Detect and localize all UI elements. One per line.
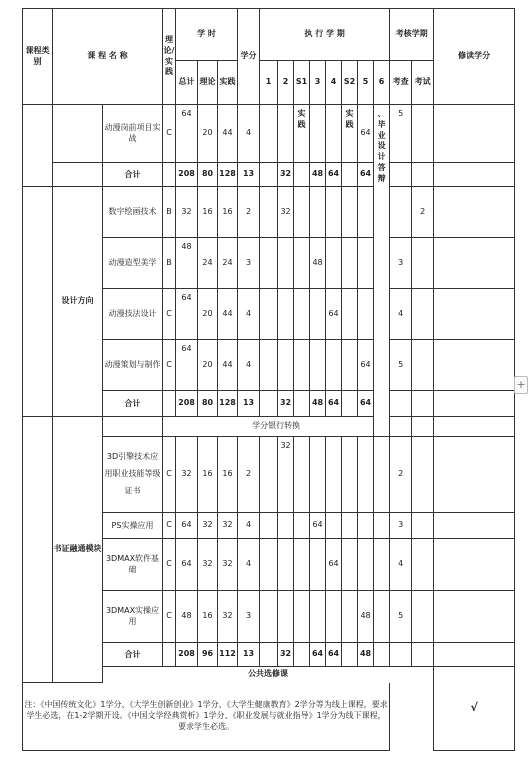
exam-test-cell (412, 163, 434, 187)
exam-check: 5 (390, 340, 412, 391)
elective-cell (434, 591, 515, 643)
hours-practice: 44 (218, 289, 238, 340)
design-direction-label: 设计方向 (53, 187, 103, 417)
sem-s1-cell (294, 437, 310, 513)
exam-check: 5 (390, 105, 412, 163)
exam-test-cell (412, 105, 434, 163)
sem-2-hours: 32 (278, 163, 294, 187)
sem-4-hours: 64 (326, 391, 342, 417)
hours-total: 64 (176, 105, 198, 163)
sem-4-hours: 64 (326, 289, 342, 340)
table-row (23, 187, 515, 238)
course-type: C (163, 340, 176, 391)
sem-4-cell (326, 340, 342, 391)
elective-cell (434, 643, 515, 667)
exam-check: 4 (390, 289, 412, 340)
header-total: 总计 (176, 61, 198, 105)
sem-6-cell (374, 643, 390, 667)
sem-3-cell (310, 437, 326, 513)
public-elective-title: 公共选修课 (103, 667, 434, 683)
sem-4-cell (326, 591, 342, 643)
course-name: PS实操应用 (103, 513, 163, 539)
hours-total: 208 (176, 163, 198, 187)
sem-1-cell (260, 513, 278, 539)
table-row (23, 105, 515, 163)
category-cell-empty (23, 105, 53, 187)
header-theory-practice: 理论/实践 (163, 9, 176, 105)
hours-theory: 80 (198, 391, 218, 417)
course-type: C (163, 437, 176, 513)
sem-s1-cell (294, 289, 310, 340)
exam-test-cell (412, 238, 434, 289)
sem-s1-cell (294, 163, 310, 187)
header-theory: 理论 (198, 61, 218, 105)
subtotal-label: 合计 (103, 391, 163, 417)
sem-2-cell (278, 539, 294, 591)
sem-5-cell (358, 437, 374, 513)
credits: 4 (238, 340, 260, 391)
hours-total: 32 (176, 187, 198, 238)
course-name: 动漫策划与制作 (103, 340, 163, 391)
sem-2-cell (278, 513, 294, 539)
elective-cell (434, 238, 515, 289)
sem-1-cell (260, 238, 278, 289)
exam-test-cell (412, 391, 434, 417)
sem-5-hours: 64 (358, 340, 374, 391)
course-type: C (163, 105, 176, 163)
sem-1-cell (260, 591, 278, 643)
sem-5-cell (358, 539, 374, 591)
elective-cell (434, 289, 515, 340)
hours-practice: 44 (218, 340, 238, 391)
public-elective-check: √ (434, 667, 515, 751)
hours-theory: 20 (198, 340, 218, 391)
hours-total: 32 (176, 437, 198, 513)
sem-s1-cell (294, 187, 310, 238)
sem-3-cell (310, 591, 326, 643)
sem-s1-practice: 实践 (294, 105, 310, 163)
hours-practice: 32 (218, 513, 238, 539)
sem-s2-cell (342, 539, 358, 591)
sem-1-cell (260, 187, 278, 238)
exam-check (390, 417, 412, 437)
hours-theory: 80 (198, 163, 218, 187)
exam-test-cell (412, 437, 434, 513)
hours-total: 48 (176, 238, 198, 289)
sem-1-cell (260, 289, 278, 340)
credits: 3 (238, 238, 260, 289)
hours-practice: 32 (218, 539, 238, 591)
elective-cell (434, 437, 515, 513)
course-type: C (163, 513, 176, 539)
hours-total: 64 (176, 539, 198, 591)
sem-s2-cell (342, 437, 358, 513)
course-type: C (163, 591, 176, 643)
header-sem-3: 3 (310, 61, 326, 105)
sem-4-cell (326, 513, 342, 539)
hours-theory: 24 (198, 238, 218, 289)
exam-check: 4 (390, 539, 412, 591)
elective-cell (434, 539, 515, 591)
sem-s1-cell (294, 513, 310, 539)
hours-theory: 16 (198, 591, 218, 643)
sem-1-cell (260, 340, 278, 391)
sem-1-cell (260, 437, 278, 513)
category-cell-empty (23, 417, 53, 683)
hours-theory: 32 (198, 539, 218, 591)
sem-1-cell (260, 105, 278, 163)
hours-total: 208 (176, 643, 198, 667)
credits: 2 (238, 187, 260, 238)
sem-s2-cell (342, 187, 358, 238)
hours-practice: 16 (218, 187, 238, 238)
header-category: 课程类别 (23, 9, 53, 105)
sem-s1-cell (294, 591, 310, 643)
header-exam-check: 考查 (390, 61, 412, 105)
exam-check: 3 (390, 513, 412, 539)
hours-total: 64 (176, 289, 198, 340)
exam-check (390, 391, 412, 417)
course-name: 3DMAX软件基础 (103, 539, 163, 591)
hours-total: 64 (176, 340, 198, 391)
sem-4-cell (326, 187, 342, 238)
sem-1-cell (260, 391, 278, 417)
course-type (163, 163, 176, 187)
header-sem-4: 4 (326, 61, 342, 105)
sem-s1-cell (294, 643, 310, 667)
hours-theory: 16 (198, 187, 218, 238)
sem-5-cell (358, 289, 374, 340)
course-name: 3DMAX实操应用 (103, 591, 163, 643)
sem-3-hours: 48 (310, 391, 326, 417)
hours-practice: 128 (218, 391, 238, 417)
sem-4-hours: 64 (326, 643, 342, 667)
course-name: 动漫技法设计 (103, 289, 163, 340)
sem-5-hours: 64 (358, 105, 374, 163)
hours-practice: 128 (218, 163, 238, 187)
elective-cell (434, 417, 515, 437)
credits: 4 (238, 289, 260, 340)
sem-5-hours: 48 (358, 591, 374, 643)
sem-s2-cell (342, 591, 358, 643)
sem-6-cell (374, 513, 390, 539)
hours-theory: 16 (198, 437, 218, 513)
elective-cell (434, 391, 515, 417)
sem-3-hours: 64 (310, 513, 326, 539)
exam-test-cell (412, 340, 434, 391)
subtotal-label: 合计 (103, 643, 163, 667)
curriculum-table (22, 8, 515, 751)
hours-total: 208 (176, 391, 198, 417)
course-name: 数字绘画技术 (103, 187, 163, 238)
hours-practice: 24 (218, 238, 238, 289)
sem-4-cell (326, 437, 342, 513)
sem-2-hours: 32 (278, 643, 294, 667)
sem-1-cell (260, 539, 278, 591)
sem-6-cell (374, 591, 390, 643)
cert-module-label: 书证融通模块 (53, 417, 103, 683)
exam-test-cell (412, 513, 434, 539)
credits: 4 (238, 105, 260, 163)
credits: 13 (238, 643, 260, 667)
sem-3-cell (310, 187, 326, 238)
header-sem-1: 1 (260, 61, 278, 105)
course-name: 3D引擎技术应用职业技能等级证书 (103, 437, 163, 513)
subtotal-label: 合计 (103, 163, 163, 187)
sem-5-hours: 64 (358, 391, 374, 417)
exam-test: 2 (412, 187, 434, 238)
sem-5-cell (358, 187, 374, 238)
sem-s2-cell (342, 643, 358, 667)
sem-1-cell (260, 643, 278, 667)
sem-3-cell (310, 539, 326, 591)
credits: 13 (238, 391, 260, 417)
sem-s2-cell (342, 340, 358, 391)
sem-5-hours: 48 (358, 643, 374, 667)
hours-practice: 16 (218, 437, 238, 513)
sem-5-hours: 64 (358, 163, 374, 187)
header-sem-5: 5 (358, 61, 374, 105)
exam-check: 3 (390, 238, 412, 289)
header-semester: 执 行 学 期 (260, 9, 390, 61)
sem-6-cell (374, 539, 390, 591)
hours-theory: 20 (198, 289, 218, 340)
course-type: C (163, 289, 176, 340)
sem-s2-cell (342, 391, 358, 417)
subcategory-cell-empty (53, 163, 103, 187)
sem-s1-cell (294, 539, 310, 591)
header-practice: 实践 (218, 61, 238, 105)
header-exam-test: 考试 (412, 61, 434, 105)
hours-practice: 32 (218, 591, 238, 643)
sem-3-cell (310, 289, 326, 340)
course-type: C (163, 539, 176, 591)
credits: 13 (238, 163, 260, 187)
sem-s1-cell (294, 238, 310, 289)
curriculum-page (22, 8, 514, 760)
sem-4-hours: 64 (326, 539, 342, 591)
header-assessment: 考核学期 (390, 9, 434, 61)
table-row (23, 163, 515, 187)
hours-theory: 96 (198, 643, 218, 667)
credits: 4 (238, 513, 260, 539)
hours-theory: 20 (198, 105, 218, 163)
exam-test-cell (412, 591, 434, 643)
hours-total: 64 (176, 513, 198, 539)
sem-4-cell (326, 105, 342, 163)
sem-6-cell (374, 437, 390, 513)
hours-theory: 32 (198, 513, 218, 539)
elective-cell (434, 513, 515, 539)
sem-2-cell (278, 289, 294, 340)
exam-check (390, 643, 412, 667)
sem-2-cell (278, 591, 294, 643)
header-hours: 学 时 (176, 9, 238, 61)
table-row (23, 417, 515, 437)
sem-s2-cell (342, 238, 358, 289)
sem-5-cell (358, 238, 374, 289)
sem-5-cell (358, 513, 374, 539)
sem-2-cell (278, 105, 294, 163)
sem-2-cell (278, 340, 294, 391)
header-sem-2: 2 (278, 61, 294, 105)
header-sem-s1: S1 (294, 61, 310, 105)
header-sem-6: 6 (374, 61, 390, 105)
course-type (163, 391, 176, 417)
subcategory-cell-empty (53, 105, 103, 163)
elective-cell (434, 163, 515, 187)
course-type: B (163, 238, 176, 289)
sem-s2-cell (342, 513, 358, 539)
hours-practice: 112 (218, 643, 238, 667)
sem-3-cell (310, 105, 326, 163)
sem-2-cell (278, 238, 294, 289)
header-elective-credits: 修读学分 (434, 9, 515, 105)
credits: 2 (238, 437, 260, 513)
course-name: 动漫岗前项目实战 (103, 105, 163, 163)
sem-4-cell (326, 238, 342, 289)
exam-test-cell (412, 643, 434, 667)
hours-practice: 44 (218, 105, 238, 163)
exam-check: 2 (390, 437, 412, 513)
exam-test-cell (412, 539, 434, 591)
exam-check (390, 187, 412, 238)
exam-test-cell (412, 289, 434, 340)
sem-3-hours: 48 (310, 238, 326, 289)
sem-s1-cell (294, 340, 310, 391)
exam-check (390, 163, 412, 187)
hours-total: 48 (176, 591, 198, 643)
elective-cell (434, 187, 515, 238)
expand-button[interactable]: + (514, 376, 528, 394)
sem-2-hours: 32 (278, 187, 294, 238)
sem-3-hours: 64 (310, 643, 326, 667)
header-credits: 学分 (238, 9, 260, 105)
sem-4-hours: 64 (326, 163, 342, 187)
category-cell-empty (23, 187, 53, 417)
sem-2-hours: 32 (278, 391, 294, 417)
exam-check: 5 (390, 591, 412, 643)
credits: 4 (238, 539, 260, 591)
header-course-name: 课 程 名 称 (53, 9, 163, 105)
elective-cell (434, 105, 515, 163)
sem-s2-cell (342, 289, 358, 340)
sem-s2-cell (342, 163, 358, 187)
graduation-design-defense: 、毕业设计答辩 (374, 105, 390, 437)
sem-3-hours: 48 (310, 163, 326, 187)
sem-3-cell (310, 340, 326, 391)
elective-cell (434, 340, 515, 391)
course-name-empty (103, 417, 163, 437)
course-type (163, 643, 176, 667)
credits: 3 (238, 591, 260, 643)
sem-s2-practice: 实践 (342, 105, 358, 163)
header-sem-s2: S2 (342, 61, 358, 105)
course-name: 动漫造型美学 (103, 238, 163, 289)
sem-s1-cell (294, 391, 310, 417)
sem-2-hours: 32 (278, 437, 294, 513)
credit-bank-transfer: 学分银行转换 (163, 417, 390, 437)
exam-test-cell (412, 417, 434, 437)
sem-1-cell (260, 163, 278, 187)
public-elective-note: 注：《中国传统文化》1学分、《大学生创新创业》1学分、《大学生健康教育》2学分等为线上课程，要求学生必选，在1-2学期开设。《中国文学经典赏析》1学分、《职业发展与就业指导》1学分为线下课程，要求学生必选。 (23, 683, 390, 751)
course-type: B (163, 187, 176, 238)
